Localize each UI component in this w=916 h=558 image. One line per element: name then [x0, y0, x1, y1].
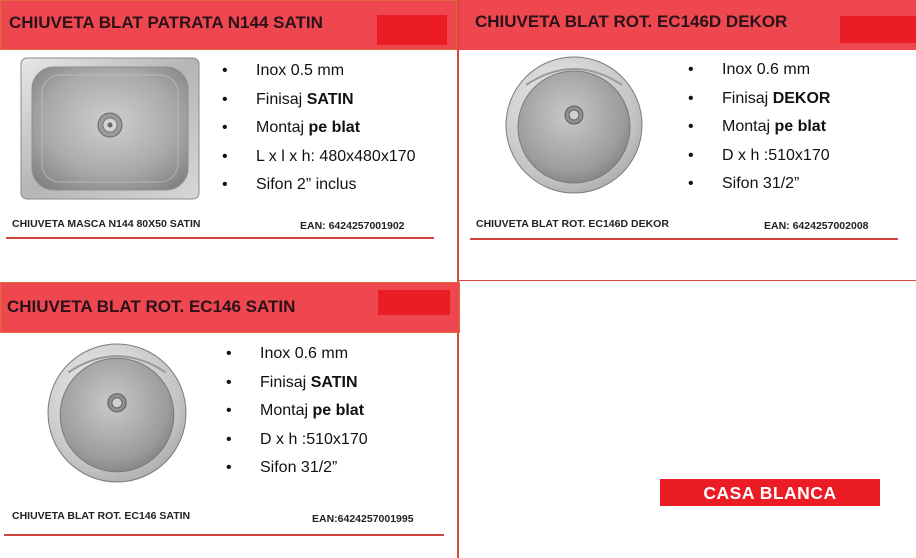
spec-item: • Inox 0.6 mm — [688, 56, 830, 85]
product-card-n144 — [0, 0, 457, 280]
product-title: CHIUVETA BLAT ROT. EC146 SATIN — [7, 297, 296, 316]
spec-list — [688, 56, 830, 199]
product-header — [0, 282, 460, 333]
spec-item: • Finisaj SATIN — [222, 86, 416, 115]
header-color-swatch — [377, 15, 447, 45]
spec-item: • Inox 0.6 mm — [226, 340, 368, 369]
product-title: CHIUVETA BLAT ROT. EC146D DEKOR — [475, 12, 788, 31]
spec-list — [222, 57, 416, 200]
product-header — [0, 0, 457, 50]
product-card-ec146d — [459, 0, 916, 280]
product-header — [459, 0, 916, 50]
spec-item: • Montaj pe blat — [688, 113, 830, 142]
spec-item: • D x h :510x170 — [688, 142, 830, 171]
underline-rule — [470, 238, 898, 240]
underline-rule — [4, 534, 444, 536]
round-sink-image — [504, 55, 644, 195]
ean-code: EAN: 6424257002008 — [764, 220, 869, 232]
ean-code: EAN:6424257001995 — [312, 513, 414, 525]
product-code: CHIUVETA BLAT ROT. EC146 SATIN — [12, 510, 191, 522]
spec-list — [226, 340, 368, 483]
product-card-ec146 — [0, 282, 460, 558]
product-code: CHIUVETA MASCA N144 80X50 SATIN — [12, 218, 201, 230]
row-divider — [458, 280, 916, 281]
spec-item: • Sifon 31/2” — [688, 170, 830, 199]
spec-item: • Inox 0.5 mm — [222, 57, 416, 86]
spec-item: • Montaj pe blat — [222, 114, 416, 143]
spec-item: • Sifon 31/2” — [226, 454, 368, 483]
product-title: CHIUVETA BLAT PATRATA N144 SATIN — [9, 13, 323, 32]
brand-badge: CASA BLANCA — [660, 479, 880, 506]
spec-item: • Montaj pe blat — [226, 397, 368, 426]
spec-item: • L x l x h: 480x480x170 — [222, 143, 416, 172]
spec-item: • Finisaj DEKOR — [688, 85, 830, 114]
ean-code: EAN: 6424257001902 — [300, 220, 405, 232]
round-sink-image — [46, 342, 188, 484]
underline-rule — [6, 237, 434, 239]
header-color-swatch — [840, 16, 916, 43]
spec-item: • Sifon 2” inclus — [222, 171, 416, 200]
square-sink-image — [20, 57, 200, 200]
header-color-swatch — [378, 290, 450, 315]
spec-item: • Finisaj SATIN — [226, 369, 368, 398]
spec-item: • D x h :510x170 — [226, 426, 368, 455]
product-code: CHIUVETA BLAT ROT. EC146D DEKOR — [476, 218, 669, 230]
